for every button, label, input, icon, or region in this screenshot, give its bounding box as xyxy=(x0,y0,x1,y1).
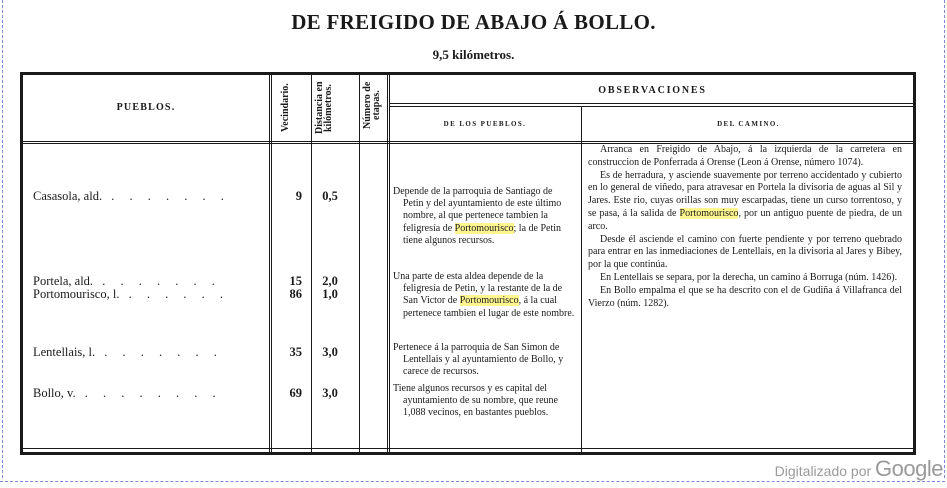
camino-paragraph: En Lentellais se separa, por la derecha, un camino á Borruga (núm. 1426). xyxy=(600,271,898,283)
search-highlight: Portomourisco xyxy=(454,222,514,234)
vecindario-value: 15 xyxy=(289,274,302,288)
pueblo-name: Lentellais, l. . . . . . . . xyxy=(33,345,223,359)
pueblo-name: Bollo, v. . . . . . . . . xyxy=(33,386,222,400)
vecindario-value: 35 xyxy=(289,345,302,359)
obs-pueblo: Depende de la parroquia de Santiago de Petin y del ayuntamiento de este último nombre, al que pertenece tambien la feligresía de Portomourisco; la de Petin tiene algunos recursos. xyxy=(393,186,562,246)
header-rule xyxy=(389,103,913,104)
route-distance: 9,5 kilómetros. xyxy=(432,47,515,62)
header-etapas: Número de etapas. xyxy=(362,81,382,129)
camino-paragraph: Es de herradura, y asciende suavemente por terreno accidentado y cubierto en lo general de viñedo, para atravesar en Portela la divisoria de aguas al Sil y Jares. Este rio, cuyas orillas son muy escarpadas, tiene un curso torrentoso, y se pasa, á la salida de Portomourisco, por un antiguo puente de piedra, de un arco. xyxy=(588,169,902,232)
search-highlight: Portomourisco xyxy=(459,295,519,307)
pueblo-name: Portela, ald. . . . . . . . xyxy=(33,274,221,288)
header-observaciones: OBSERVACIONES xyxy=(598,85,707,96)
obs-pueblo: Pertenece á la parroquia de San Simon de Lentellais y al ayuntamiento de Bollo, y carece de recursos. xyxy=(393,342,564,378)
camino-paragraph: Desde él asciende el camino con fuerte pendiente y por terreno quebrado para entrar en las inmediaciones de Lentellais, en la divisoria al Jares y Bibey, por la que continúa. xyxy=(588,233,902,271)
page-title: DE FREIGIDO DE ABAJO Á BOLLO. xyxy=(291,10,656,34)
distancia-value: 2,0 xyxy=(322,274,338,288)
obs-camino xyxy=(588,144,902,310)
distancia-value: 3,0 xyxy=(322,345,338,359)
page-border-left xyxy=(2,0,3,478)
pueblo-name: Portomourisco, l. . . . . . . xyxy=(33,287,229,301)
obs-pueblo: Una parte de esta aldea depende de la feligresía de Petin, y la restante de la de San Victor de Portomourisco, á la cual pertenece tambien el lugar de este nombre. xyxy=(393,271,575,319)
digitized-watermark: Digitalizado por Google xyxy=(774,456,943,481)
col-divider xyxy=(581,107,582,452)
header-rule xyxy=(23,141,913,142)
header-de-los-pueblos: DE LOS PUEBLOS. xyxy=(443,120,527,128)
vecindario-value: 69 xyxy=(289,386,302,400)
search-highlight: Portomourisco xyxy=(679,207,739,219)
header-del-camino: DEL CAMINO. xyxy=(717,120,780,128)
distancia-value: 0,5 xyxy=(322,189,338,203)
col-divider xyxy=(387,75,388,452)
camino-paragraph: Arranca en Freigido de Abajo, á la izquierda de la carretera en construccion de Ponferrada á Orense (Leon á Orense, número 1074). xyxy=(588,144,902,168)
obs-pueblo: Tiene algunos recursos y es capital del ayuntamiento de su nombre, que reune 1,088 vecinos, en bastantes pueblos. xyxy=(393,383,558,419)
page-border-right xyxy=(944,0,945,478)
vecindario-value: 86 xyxy=(289,287,302,301)
distancia-value: 3,0 xyxy=(322,386,338,400)
camino-paragraph: En Bollo empalma el que se ha descrito con el de Gudiña á Villafranca del Vierzo (núm. 1282). xyxy=(588,284,902,309)
header-vecindario: Vecindario. xyxy=(280,83,291,133)
header-rule xyxy=(389,106,913,107)
header-distancia: Distancia en kilómetros. xyxy=(314,81,334,135)
distancia-value: 1,0 xyxy=(322,287,338,301)
table-double-rule xyxy=(23,448,913,449)
col-divider xyxy=(389,75,390,452)
header-pueblos: PUEBLOS. xyxy=(116,102,176,113)
vecindario-value: 9 xyxy=(295,189,302,203)
google-logo: Google xyxy=(875,456,943,481)
pueblo-name: Casasola, ald. . . . . . . . xyxy=(33,189,230,203)
col-divider xyxy=(359,75,360,452)
